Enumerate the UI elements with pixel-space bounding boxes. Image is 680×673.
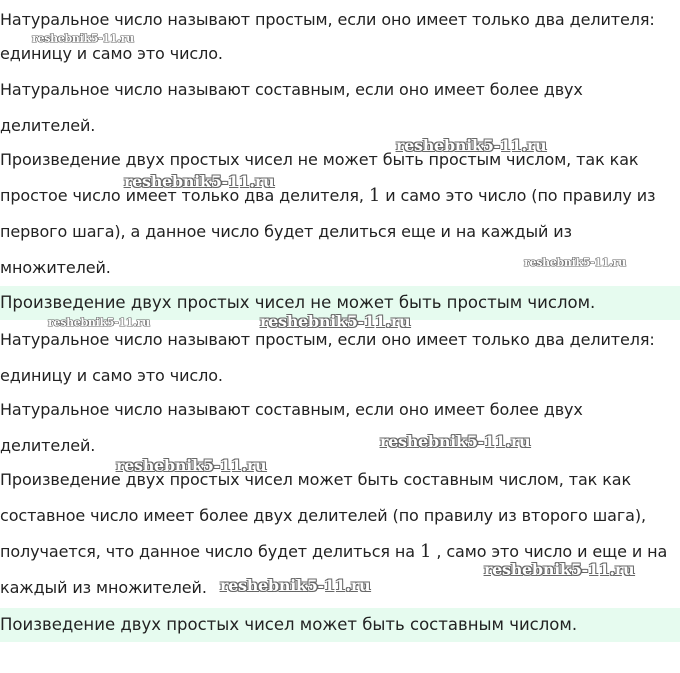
reasoning-line: составное число имеет более двух делителей (по правилу из второго шага),: [0, 506, 647, 525]
reasoning-text: простое число имеет только два делителя,: [0, 186, 364, 205]
composite-definition-line: делителей.: [0, 436, 96, 455]
watermark-text: reshebnik5-11.ru: [124, 172, 275, 191]
math-number: 1: [419, 541, 432, 562]
composite-definition-line: Натуральное число называют составным, если оно имеет более двух: [0, 400, 583, 419]
reasoning-line: Произведение двух простых чисел может быть составным числом, так как: [0, 470, 632, 489]
prime-definition-line: единицу и само это число.: [0, 44, 223, 63]
prime-definition-line: Натуральное число называют простым, если оно имеет только два делителя:: [0, 330, 655, 349]
reasoning-text: и само это число (по правилу из: [385, 186, 656, 205]
watermark-text: reshebnik5-11.ru: [116, 456, 267, 475]
reasoning-line: [0, 186, 680, 206]
composite-definition-line: Натуральное число называют составным, если оно имеет более двух: [0, 80, 583, 99]
watermark-text: reshebnik5-11.ru: [260, 312, 411, 331]
reasoning-line: первого шага), а данное число будет делиться еще и на каждый из: [0, 222, 572, 241]
answer-box: [0, 608, 680, 642]
reasoning-line: каждый из множителей.: [0, 578, 207, 597]
composite-definition-line: делителей.: [0, 116, 96, 135]
watermark-text: reshebnik5-11.ru: [48, 316, 150, 329]
reasoning-line: множителей.: [0, 258, 111, 277]
answer-text: Произведение двух простых чисел не может быть простым числом.: [0, 293, 596, 312]
watermark-text: reshebnik5-11.ru: [396, 136, 547, 155]
watermark-text: reshebnik5-11.ru: [32, 32, 134, 45]
reasoning-text: , само это число и еще и на: [436, 542, 668, 561]
reasoning-line: Произведение двух простых чисел не может быть простым числом, так как: [0, 150, 639, 169]
watermark-text: reshebnik5-11.ru: [220, 576, 371, 595]
prime-definition-line: единицу и само это число.: [0, 366, 223, 385]
math-number: 1: [368, 185, 381, 206]
reasoning-line: [0, 542, 680, 562]
prime-definition-line: Натуральное число называют простым, если оно имеет только два делителя:: [0, 10, 655, 29]
watermark-text: reshebnik5-11.ru: [524, 256, 626, 269]
watermark-text: reshebnik5-11.ru: [484, 560, 635, 579]
answer-text: Поизведение двух простых чисел может быть составным числом.: [0, 615, 578, 634]
watermark-text: reshebnik5-11.ru: [380, 432, 531, 451]
reasoning-text: получается, что данное число будет делиться на: [0, 542, 415, 561]
